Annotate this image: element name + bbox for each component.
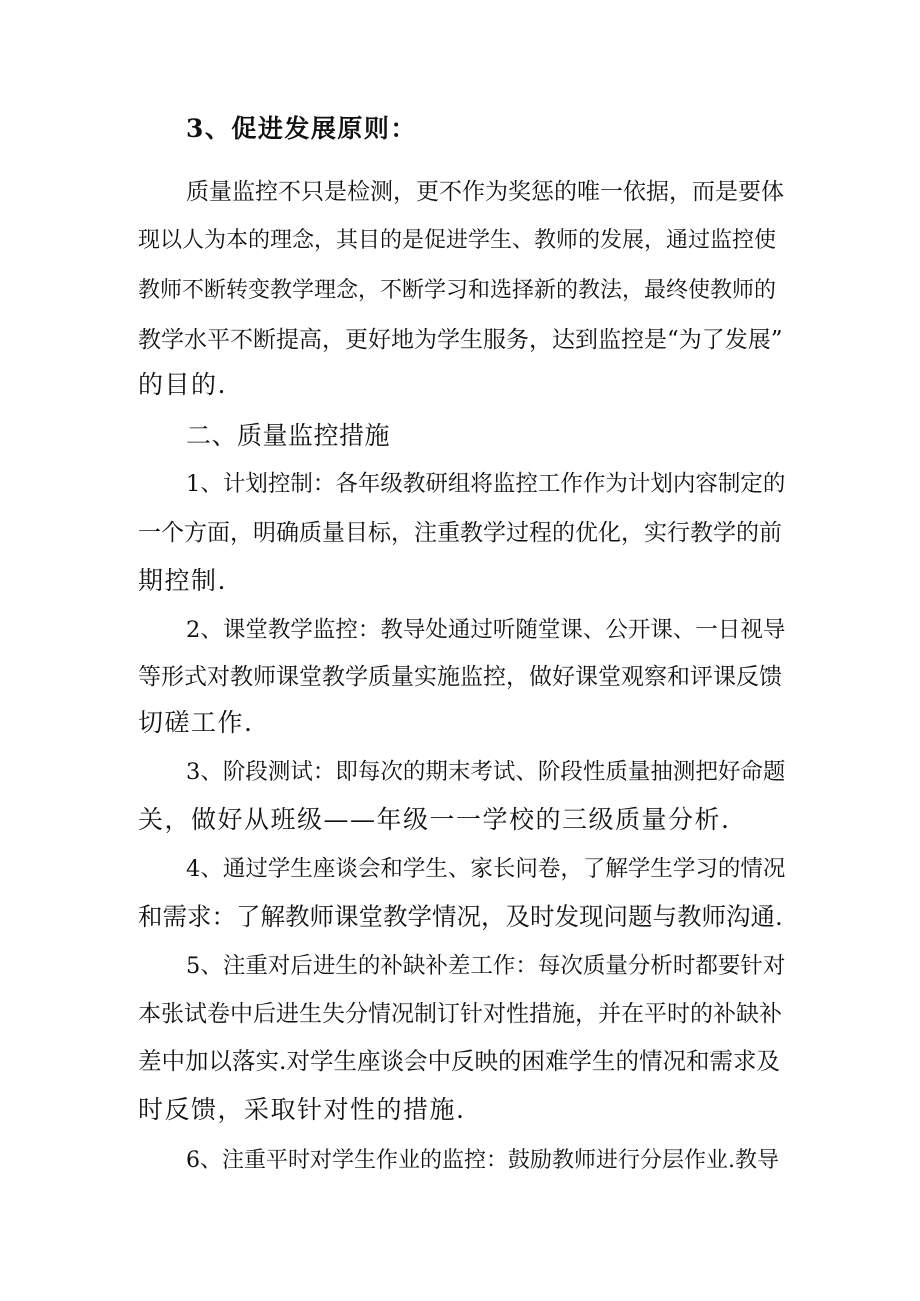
- measure5-line-3: 差中加以落实.对学生座谈会中反映的困难学生的情况和需求及: [138, 1047, 780, 1075]
- measure2-line-1: 2、课堂教学监控：教导处通过听随堂课、公开课、一日视导: [186, 617, 786, 643]
- principle3-line-3: 教师不断转变教学理念，不断学习和选择新的教法，最终使教师的: [138, 278, 777, 303]
- measure6-line-1: 6、注重平时对学生作业的监控：鼓励教师进行分层作业.教导: [186, 1148, 779, 1173]
- principle3-line-1: 质量监控不只是检测，更不作为奖惩的唯一依据，而是要体: [186, 179, 784, 205]
- principle3-line-5: 的目的.: [138, 370, 227, 399]
- measure3-line-1: 3、阶段测试：即每次的期末考试、阶段性质量抽测把好命题: [186, 759, 786, 785]
- measure1-line-3: 期控制.: [138, 566, 227, 595]
- measure2-line-2: 等形式对教师课堂教学质量实施监控，做好课堂观察和评课反馈: [138, 664, 782, 690]
- measure4-line-2: 和需求：了解教师课堂教学情况，及时发现问题与教师沟通.: [138, 902, 783, 931]
- measure5-line-1: 5、注重对后进生的补缺补差工作：每次质量分析时都要针对: [186, 953, 786, 979]
- measure3-line-2: 关，做好从班级——年级一一学校的三级质量分析.: [138, 805, 731, 834]
- measure1-line-1: 1、计划控制：各年级教研组将监控工作作为计划内容制定的: [186, 471, 786, 497]
- measure4-line-1: 4、通过学生座谈会和学生、家长问卷，了解学生学习的情况: [186, 856, 786, 882]
- measure2-line-3: 切磋工作.: [138, 708, 254, 737]
- principle3-heading: 3、促进发展原则：: [186, 114, 417, 143]
- principle3-line-4: 教学水平不断提高，更好地为学生服务，达到监控是“为了发展”: [138, 327, 783, 353]
- principle3-line-2: 现以人为本的理念，其目的是促进学生、教师的发展，通过监控使: [138, 228, 777, 253]
- part2-heading: 二、质量监控措施: [186, 421, 391, 450]
- measure1-line-2: 一个方面，明确质量目标，注重教学过程的优化，实行教学的前: [138, 520, 782, 546]
- measure5-line-2: 本张试卷中后进生失分情况制订针对性措施，并在平时的补缺补: [138, 1001, 782, 1027]
- measure5-line-4: 时反馈，采取针对性的措施.: [138, 1095, 466, 1124]
